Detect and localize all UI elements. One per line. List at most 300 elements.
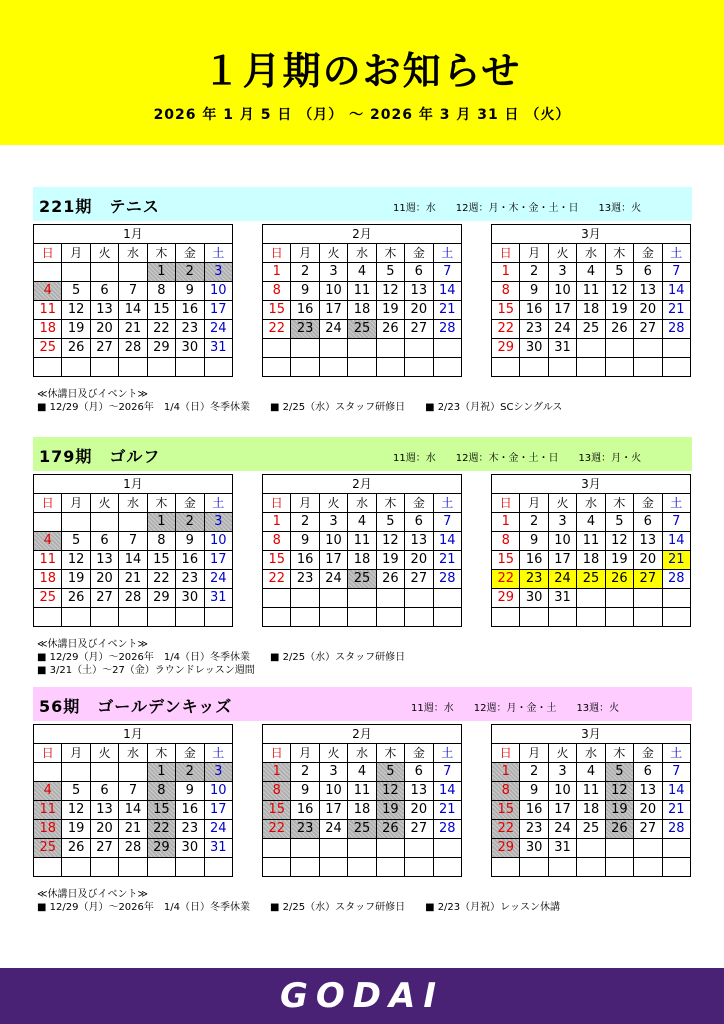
day-cell: 28	[433, 320, 461, 339]
week-row	[34, 589, 233, 608]
day-cell: 29	[492, 339, 520, 358]
day-cell: 19	[376, 801, 404, 820]
section-header-band	[33, 437, 692, 471]
day-cell: 21	[119, 570, 147, 589]
day-cell	[662, 339, 690, 358]
weekday-label: 木	[605, 244, 633, 263]
calendar-month	[491, 724, 691, 877]
day-cell: 22	[492, 820, 520, 839]
day-cell: 18	[348, 551, 376, 570]
day-cell: 7	[433, 763, 461, 782]
day-cell	[147, 358, 175, 377]
day-cell	[34, 608, 62, 627]
weekday-label: 月	[291, 744, 319, 763]
calendar-month	[491, 474, 691, 627]
day-cell	[492, 608, 520, 627]
day-cell: 12	[376, 532, 404, 551]
month-label: 1月	[34, 225, 233, 244]
day-cell: 12	[376, 282, 404, 301]
weekday-label: 日	[34, 244, 62, 263]
section-title: 221期 テニス	[39, 197, 160, 216]
day-cell: 23	[176, 320, 204, 339]
day-cell	[348, 608, 376, 627]
week-row	[263, 839, 462, 858]
day-cell: 24	[548, 570, 576, 589]
week-row	[263, 551, 462, 570]
week-row	[34, 339, 233, 358]
day-cell: 22	[492, 570, 520, 589]
day-cell: 15	[492, 301, 520, 320]
day-cell: 10	[204, 532, 232, 551]
day-cell: 30	[520, 339, 548, 358]
day-cell	[90, 513, 118, 532]
day-cell	[62, 858, 90, 877]
day-cell: 20	[90, 820, 118, 839]
day-cell: 13	[90, 551, 118, 570]
day-cell: 30	[520, 589, 548, 608]
weekday-label: 金	[405, 494, 433, 513]
weekday-label: 日	[34, 744, 62, 763]
day-cell	[90, 263, 118, 282]
day-cell: 5	[62, 282, 90, 301]
day-cell: 28	[662, 570, 690, 589]
section-title: 56期 ゴールデンキッズ	[39, 697, 233, 716]
day-cell	[90, 608, 118, 627]
day-cell: 27	[634, 570, 662, 589]
day-cell: 2	[176, 513, 204, 532]
day-cell: 25	[34, 339, 62, 358]
day-cell: 6	[634, 263, 662, 282]
weekday-label: 日	[263, 744, 291, 763]
day-cell: 11	[34, 301, 62, 320]
weekday-label: 土	[204, 494, 232, 513]
day-cell	[90, 763, 118, 782]
events-notes	[37, 888, 560, 914]
day-cell: 12	[605, 782, 633, 801]
day-cell	[405, 608, 433, 627]
day-cell: 21	[662, 801, 690, 820]
day-cell: 2	[520, 513, 548, 532]
day-cell	[348, 589, 376, 608]
week-row	[34, 820, 233, 839]
day-cell: 28	[119, 339, 147, 358]
section-header-band	[33, 187, 692, 221]
day-cell	[433, 589, 461, 608]
weekday-label: 木	[376, 494, 404, 513]
day-cell: 19	[62, 820, 90, 839]
day-cell: 1	[492, 763, 520, 782]
section-schedule: 11週：水 12週：木・金・土・日 13週：月・火	[393, 453, 642, 464]
day-cell: 11	[348, 532, 376, 551]
note-line: ■ 12/29（月）～2026年 1/4（日）冬季休業 ■ 2/25（水）スタッフ研修日 ■ 2/23（月祝）SCシングルス	[37, 402, 563, 413]
weekday-label: 木	[605, 494, 633, 513]
day-cell: 28	[119, 589, 147, 608]
day-cell: 9	[520, 532, 548, 551]
weekday-label: 金	[634, 744, 662, 763]
weekday-label: 火	[90, 494, 118, 513]
day-cell: 27	[634, 820, 662, 839]
day-cell	[34, 763, 62, 782]
weekday-label: 月	[520, 494, 548, 513]
day-cell: 15	[263, 801, 291, 820]
week-row	[34, 301, 233, 320]
notes-title: ≪休講日及びイベント≫	[37, 639, 148, 650]
day-cell: 26	[376, 820, 404, 839]
day-cell: 3	[204, 513, 232, 532]
day-cell: 14	[119, 301, 147, 320]
week-row	[263, 339, 462, 358]
weekday-row	[34, 244, 233, 263]
day-cell: 4	[348, 763, 376, 782]
day-cell: 24	[548, 820, 576, 839]
day-cell	[662, 608, 690, 627]
week-row	[34, 782, 233, 801]
day-cell: 7	[433, 263, 461, 282]
day-cell	[605, 358, 633, 377]
weekday-label: 土	[204, 244, 232, 263]
weekday-label: 火	[548, 244, 576, 263]
day-cell: 18	[34, 820, 62, 839]
day-cell: 27	[405, 820, 433, 839]
day-cell: 13	[405, 782, 433, 801]
weekday-label: 水	[577, 494, 605, 513]
day-cell	[577, 589, 605, 608]
section-golden-kids	[33, 687, 692, 922]
day-cell	[662, 358, 690, 377]
day-cell: 10	[319, 282, 347, 301]
week-row	[492, 820, 691, 839]
week-row	[34, 263, 233, 282]
day-cell: 16	[520, 301, 548, 320]
day-cell	[634, 339, 662, 358]
weekday-label: 水	[577, 244, 605, 263]
day-cell	[176, 608, 204, 627]
week-row	[263, 513, 462, 532]
month-label: 1月	[34, 725, 233, 744]
day-cell	[634, 589, 662, 608]
week-row	[492, 358, 691, 377]
day-cell	[119, 608, 147, 627]
day-cell: 7	[119, 782, 147, 801]
weekday-label: 火	[90, 244, 118, 263]
day-cell	[605, 589, 633, 608]
day-cell: 7	[119, 282, 147, 301]
day-cell: 10	[204, 782, 232, 801]
weekday-label: 月	[291, 244, 319, 263]
day-cell: 22	[147, 320, 175, 339]
day-cell	[348, 858, 376, 877]
day-cell: 14	[119, 801, 147, 820]
day-cell: 13	[405, 282, 433, 301]
weekday-label: 月	[62, 494, 90, 513]
week-row	[34, 513, 233, 532]
day-cell	[577, 839, 605, 858]
weekday-label: 木	[376, 744, 404, 763]
day-cell	[605, 339, 633, 358]
calendar-month	[33, 224, 233, 377]
weekday-label: 金	[176, 244, 204, 263]
day-cell	[176, 358, 204, 377]
day-cell: 22	[263, 320, 291, 339]
weekday-label: 月	[520, 244, 548, 263]
day-cell	[263, 839, 291, 858]
week-row	[492, 513, 691, 532]
month-label: 2月	[263, 725, 462, 744]
day-cell: 26	[376, 320, 404, 339]
week-row	[263, 801, 462, 820]
day-cell: 16	[520, 801, 548, 820]
weekday-row	[492, 494, 691, 513]
section-header-band	[33, 687, 692, 721]
day-cell: 9	[176, 782, 204, 801]
godai-logo: GODAI	[280, 976, 444, 1016]
day-cell: 11	[34, 551, 62, 570]
day-cell: 4	[577, 763, 605, 782]
day-cell: 10	[548, 532, 576, 551]
day-cell: 9	[520, 782, 548, 801]
day-cell: 6	[90, 532, 118, 551]
weekday-label: 木	[147, 744, 175, 763]
day-cell	[263, 339, 291, 358]
day-cell: 22	[492, 320, 520, 339]
day-cell: 13	[634, 782, 662, 801]
week-row	[263, 282, 462, 301]
day-cell: 4	[348, 513, 376, 532]
day-cell: 28	[433, 820, 461, 839]
section-schedule: 11週：水 12週：月・木・金・土・日 13週：火	[393, 203, 642, 214]
weekday-label: 日	[492, 744, 520, 763]
section-title: 179期 ゴルフ	[39, 447, 161, 466]
day-cell: 23	[291, 320, 319, 339]
day-cell: 26	[376, 570, 404, 589]
day-cell	[520, 608, 548, 627]
day-cell: 22	[263, 820, 291, 839]
day-cell	[433, 839, 461, 858]
week-row	[34, 858, 233, 877]
month-label: 2月	[263, 475, 462, 494]
day-cell: 24	[319, 820, 347, 839]
day-cell: 11	[348, 782, 376, 801]
day-cell	[119, 763, 147, 782]
weekday-label: 金	[176, 494, 204, 513]
day-cell: 20	[405, 801, 433, 820]
day-cell: 8	[147, 532, 175, 551]
day-cell: 19	[605, 301, 633, 320]
week-row	[492, 551, 691, 570]
day-cell	[634, 608, 662, 627]
weekday-label: 水	[348, 744, 376, 763]
calendar-month	[33, 724, 233, 877]
day-cell	[348, 839, 376, 858]
day-cell: 3	[319, 263, 347, 282]
weekday-label: 日	[34, 494, 62, 513]
day-cell: 23	[520, 820, 548, 839]
weekday-label: 火	[548, 494, 576, 513]
day-cell: 22	[147, 820, 175, 839]
day-cell: 3	[204, 763, 232, 782]
day-cell: 16	[520, 551, 548, 570]
day-cell	[204, 858, 232, 877]
day-cell: 12	[62, 551, 90, 570]
day-cell: 4	[348, 263, 376, 282]
day-cell: 16	[291, 301, 319, 320]
week-row	[263, 608, 462, 627]
day-cell: 24	[204, 820, 232, 839]
week-row	[492, 608, 691, 627]
day-cell: 17	[319, 801, 347, 820]
day-cell: 6	[90, 782, 118, 801]
day-cell: 4	[577, 263, 605, 282]
day-cell	[319, 358, 347, 377]
day-cell: 25	[348, 320, 376, 339]
day-cell: 5	[605, 513, 633, 532]
week-row	[263, 589, 462, 608]
calendar-month	[262, 474, 462, 627]
month-header-row	[492, 475, 691, 494]
weekday-label: 土	[433, 744, 461, 763]
day-cell	[348, 339, 376, 358]
month-header-row	[34, 725, 233, 744]
week-row	[263, 301, 462, 320]
day-cell: 27	[90, 339, 118, 358]
day-cell	[548, 358, 576, 377]
day-cell	[291, 589, 319, 608]
day-cell	[376, 589, 404, 608]
day-cell	[119, 358, 147, 377]
day-cell	[577, 608, 605, 627]
day-cell: 1	[147, 263, 175, 282]
day-cell: 23	[520, 320, 548, 339]
day-cell	[405, 858, 433, 877]
day-cell: 11	[577, 282, 605, 301]
week-row	[492, 301, 691, 320]
day-cell	[291, 839, 319, 858]
day-cell	[605, 839, 633, 858]
day-cell	[62, 763, 90, 782]
day-cell: 3	[319, 513, 347, 532]
day-cell: 27	[90, 589, 118, 608]
day-cell: 19	[376, 301, 404, 320]
day-cell: 6	[405, 263, 433, 282]
day-cell: 9	[176, 282, 204, 301]
day-cell: 24	[204, 320, 232, 339]
weekday-label: 月	[291, 494, 319, 513]
day-cell: 17	[319, 551, 347, 570]
day-cell: 28	[662, 820, 690, 839]
day-cell: 26	[605, 820, 633, 839]
day-cell: 8	[147, 282, 175, 301]
day-cell	[376, 339, 404, 358]
day-cell: 19	[62, 570, 90, 589]
day-cell	[433, 608, 461, 627]
day-cell	[291, 608, 319, 627]
events-notes	[37, 388, 562, 414]
day-cell	[433, 858, 461, 877]
week-row	[34, 358, 233, 377]
day-cell: 30	[176, 339, 204, 358]
day-cell: 12	[62, 301, 90, 320]
day-cell: 7	[662, 263, 690, 282]
day-cell: 25	[348, 570, 376, 589]
day-cell: 5	[376, 513, 404, 532]
day-cell	[34, 263, 62, 282]
month-header-row	[34, 475, 233, 494]
week-row	[492, 782, 691, 801]
day-cell: 5	[376, 763, 404, 782]
weekday-label: 木	[147, 244, 175, 263]
day-cell	[662, 589, 690, 608]
day-cell: 2	[176, 263, 204, 282]
weekday-label: 月	[520, 744, 548, 763]
day-cell: 1	[263, 263, 291, 282]
day-cell	[176, 858, 204, 877]
day-cell: 31	[548, 839, 576, 858]
day-cell: 25	[577, 320, 605, 339]
day-cell: 17	[204, 301, 232, 320]
day-cell	[405, 358, 433, 377]
day-cell: 30	[176, 589, 204, 608]
day-cell: 3	[548, 513, 576, 532]
weekday-row	[492, 744, 691, 763]
week-row	[263, 858, 462, 877]
day-cell	[634, 839, 662, 858]
weekday-label: 火	[90, 744, 118, 763]
week-row	[263, 263, 462, 282]
weekday-row	[492, 244, 691, 263]
day-cell: 10	[204, 282, 232, 301]
day-cell	[605, 608, 633, 627]
day-cell: 21	[662, 301, 690, 320]
day-cell: 3	[548, 763, 576, 782]
day-cell: 17	[204, 551, 232, 570]
day-cell: 20	[405, 301, 433, 320]
month-label: 2月	[263, 225, 462, 244]
day-cell: 4	[577, 513, 605, 532]
day-cell: 10	[319, 532, 347, 551]
day-cell	[90, 858, 118, 877]
day-cell: 3	[319, 763, 347, 782]
day-cell	[263, 589, 291, 608]
day-cell	[34, 858, 62, 877]
day-cell	[62, 358, 90, 377]
day-cell: 6	[405, 763, 433, 782]
day-cell: 11	[577, 532, 605, 551]
day-cell: 1	[147, 763, 175, 782]
weekday-label: 木	[376, 244, 404, 263]
day-cell: 23	[291, 570, 319, 589]
day-cell: 2	[291, 263, 319, 282]
month-header-row	[492, 725, 691, 744]
day-cell: 18	[34, 320, 62, 339]
day-cell	[433, 339, 461, 358]
day-cell	[291, 339, 319, 358]
page-title: １月期のお知らせ	[202, 49, 522, 93]
day-cell	[319, 589, 347, 608]
day-cell: 31	[548, 589, 576, 608]
day-cell: 29	[147, 339, 175, 358]
day-cell	[605, 858, 633, 877]
day-cell: 8	[263, 282, 291, 301]
day-cell	[90, 358, 118, 377]
weekday-label: 土	[204, 744, 232, 763]
weekday-label: 金	[634, 494, 662, 513]
day-cell: 13	[90, 801, 118, 820]
day-cell	[433, 358, 461, 377]
day-cell: 17	[548, 801, 576, 820]
day-cell: 4	[34, 782, 62, 801]
day-cell	[348, 358, 376, 377]
month-header-row	[263, 725, 462, 744]
